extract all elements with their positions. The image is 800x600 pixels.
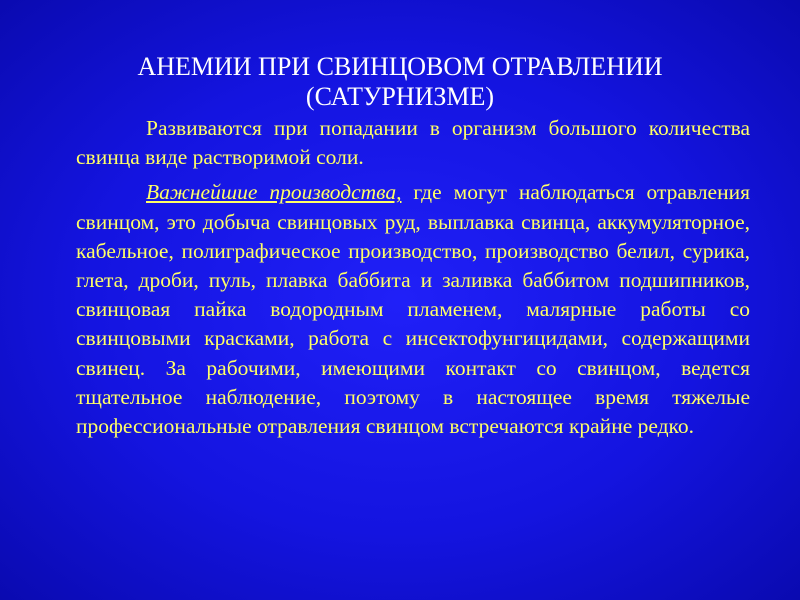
paragraph-1: Развиваются при попадании в организм большого количества свинца виде растворимой соли. (76, 116, 750, 170)
paragraph-2-emphasis: Важнейшие производства, (146, 180, 402, 205)
paragraph-2 (76, 178, 750, 441)
paragraph-2-text: где могут наблюдаться отравления свинцом, это добыча свинцовых руд, выплавка свинца, аккумуляторное, кабельное, полиграфическое производство, производство белил, сурика, глета, дроби, пуль, плавка баббита и заливка баббитом подшипников, свинцовая пайка водородным пламенем, малярные работы со свинцовыми красками, работа с инсектофунгицидами, содержащими свинец. За рабочими, имеющими контакт со свинцом, ведется тщательное наблюдение, поэтому в настоящее время тяжелые профессиональные отравления свинцом встречаются крайне редко. (76, 180, 751, 439)
slide-body (76, 114, 750, 447)
slide-title-line-1: АНЕМИИ ПРИ СВИНЦОВОМ ОТРАВЛЕНИИ (137, 52, 663, 81)
slide-title (0, 52, 800, 112)
slide-title-line-2: (САТУРНИЗМЕ) (305, 82, 495, 111)
